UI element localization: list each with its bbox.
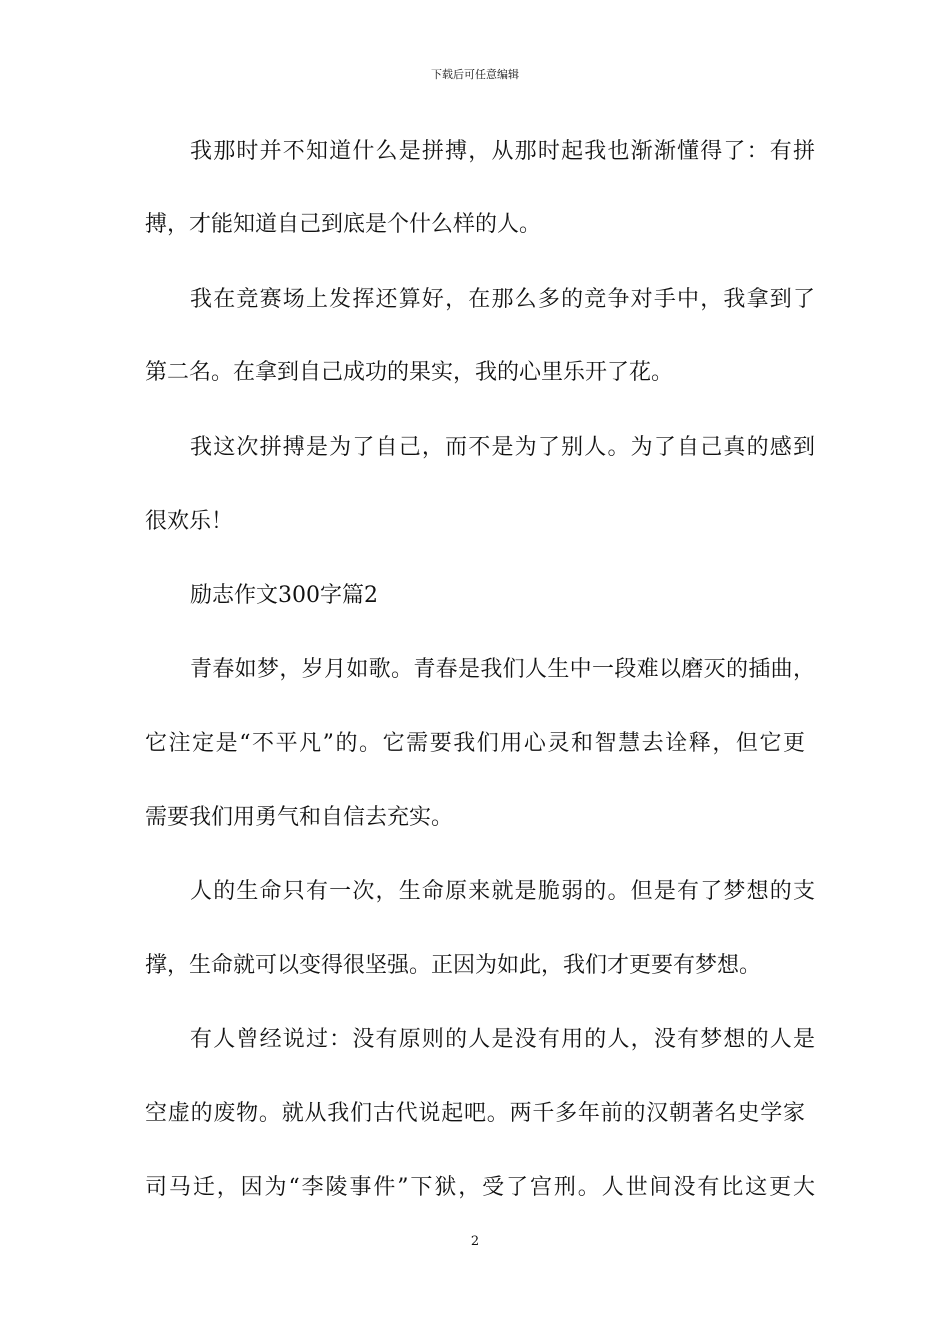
page-header: 下载后可任意编辑 bbox=[431, 68, 519, 81]
text-line: 撑，生命就可以变得很坚强。正因为如此，我们才更要有梦想。 bbox=[145, 953, 762, 978]
text-line: 我那时并不知道什么是拼搏，从那时起我也渐渐懂得了：有拼 bbox=[190, 139, 815, 164]
text-line: 空虚的废物。就从我们古代说起吧。两千多年前的汉朝著名史学家 bbox=[145, 1101, 805, 1126]
text-line: 司马迁，因为“李陵事件”下狱，受了宫刑。人世间没有比这更大 bbox=[145, 1175, 815, 1200]
text-line: 我这次拼搏是为了自己，而不是为了别人。为了自己真的感到 bbox=[190, 435, 815, 460]
text-line: 人的生命只有一次，生命原来就是脆弱的。但是有了梦想的支 bbox=[190, 879, 815, 904]
text-line: 搏，才能知道自己到底是个什么样的人。 bbox=[145, 212, 542, 237]
text-line: 很欢乐！ bbox=[145, 509, 234, 534]
text-line: 它注定是“不平凡”的。它需要我们用心灵和智慧去诠释，但它更 bbox=[145, 731, 805, 756]
text-line: 第二名。在拿到自己成功的果实，我的心里乐开了花。 bbox=[145, 360, 674, 385]
text-line: 有人曾经说过：没有原则的人是没有用的人，没有梦想的人是 bbox=[190, 1027, 815, 1052]
text-line: 我在竞赛场上发挥还算好，在那么多的竞争对手中，我拿到了 bbox=[190, 287, 815, 312]
text-line: 需要我们用勇气和自信去充实。 bbox=[145, 805, 454, 830]
page-number: 2 bbox=[470, 1234, 480, 1249]
text-line: 青春如梦，岁月如歌。青春是我们人生中一段难以磨灭的插曲， bbox=[190, 657, 815, 682]
section-heading: 励志作文300字篇2 bbox=[190, 583, 378, 608]
